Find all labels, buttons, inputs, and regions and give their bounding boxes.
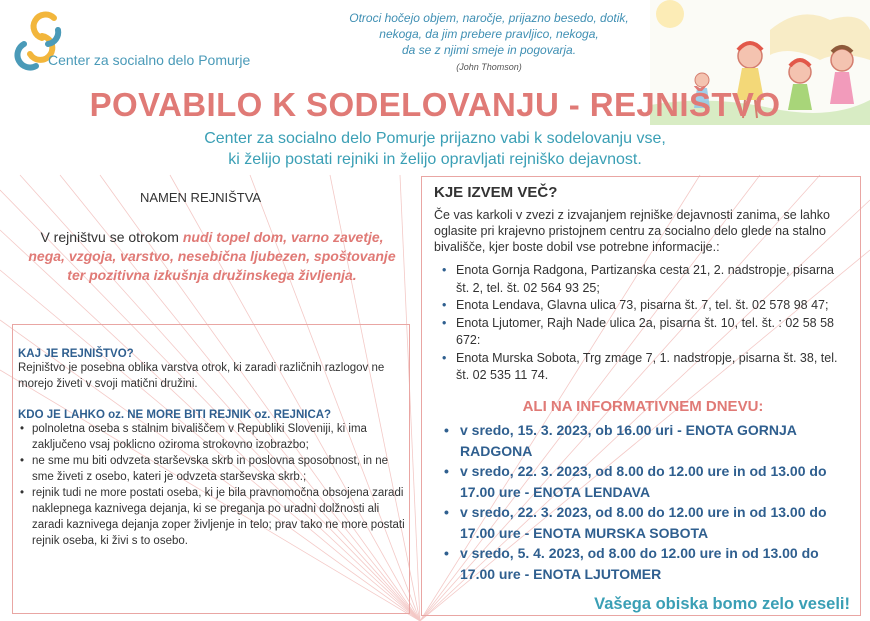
unit-item: • Enota Murska Sobota, Trg zmage 7, 1. nadstropje, pisarna št. 38, tel. št. 02 535 11 74. bbox=[440, 350, 850, 385]
namen-text bbox=[24, 228, 400, 285]
date-item: • v sredo, 22. 3. 2023, od 8.00 do 12.00 ure in od 13.00 do 17.00 ure - ENOTA LENDAVA bbox=[444, 461, 856, 502]
section-heading-kaj: KAJ JE REJNIŠTVO? bbox=[18, 348, 134, 360]
date-item: • v sredo, 15. 3. 2023, ob 16.00 uri - ENOTA GORNJA RADGONA bbox=[444, 420, 856, 461]
list-item: • ne sme mu biti odvzeta starševska skrb in poslovna sposobnost, in ne sme živeti z osebo, kateri je odvzeta starševska skrb.; bbox=[18, 453, 406, 485]
section-heading-kje: KJE IZVEM VEČ? bbox=[434, 184, 558, 201]
kdo-section bbox=[18, 409, 406, 549]
units-list bbox=[440, 262, 850, 385]
list-item: • rejnik tudi ne more postati oseba, ki je bila pravnomočna obsojena zaradi naklepnega kaznivega dejanja, ki se preganja po uradni dolžnosti ali zaradi kaznivega dejanja zoper življenje in telo; prav tako ne more postati rejnik oseba, ki živi s to osebo. bbox=[18, 485, 406, 549]
unit-item: • Enota Ljutomer, Rajh Nade ulica 2a, pisarna št. 10, tel. št. : 02 58 58 672: bbox=[440, 315, 850, 350]
section-heading-kdo: KDO JE LAHKO oz. NE MORE BITI REJNIK oz. REJNICA? bbox=[18, 409, 332, 421]
kaj-text: Rejništvo je posebna oblika varstva otrok, ki zaradi različnih razlogov ne morejo živeti v svoji matični družini. bbox=[18, 362, 385, 390]
closing-text: Vašega obiska bomo zelo veseli! bbox=[594, 595, 850, 613]
namen-intro: V rejništvu se otrokom bbox=[40, 229, 183, 245]
kje-text: Če vas karkoli v zvezi z izvajanjem rejniške dejavnosti zanima, se lahko oglasite pri krajevno pristojnem centru za socialno delo glede na stalno bivališče, kjer boste dobil vse potrebne informacije.: bbox=[434, 208, 830, 254]
kaj-section bbox=[18, 348, 406, 392]
section-heading-namen: NAMEN REJNIŠTVA bbox=[140, 190, 262, 205]
quote-line: da se z njimi smeje in pogovarja. bbox=[401, 43, 577, 57]
quote-author: (John Thomson) bbox=[456, 62, 522, 72]
section-heading-ali: ALI NA INFORMATIVNEM DNEVU: bbox=[522, 398, 764, 415]
list-item: • polnoletna oseba s stalnim bivališčem v Republiki Sloveniji, ki ima zaključeno vsaj poklicno oziroma strokovno izobrazbo; bbox=[18, 421, 406, 453]
page-title: POVABILO K SODELOVANJU - REJNIŠTVO bbox=[89, 86, 781, 123]
subtitle-line: Center za socialno delo Pomurje prijazno vabi k sodelovanju vse, bbox=[204, 130, 666, 147]
date-item: • v sredo, 5. 4. 2023, od 8.00 do 12.00 ure in od 13.00 do 17.00 ure - ENOTA LJUTOMER bbox=[444, 543, 856, 584]
date-item: • v sredo, 22. 3. 2023, od 8.00 do 12.00 ure in od 13.00 do 17.00 ure - ENOTA MURSKA SOBOTA bbox=[444, 502, 856, 543]
unit-item: • Enota Lendava, Glavna ulica 73, pisarna št. 7, tel. št. 02 578 98 47; bbox=[440, 297, 850, 315]
quote-line: Otroci hočejo objem, naročje, prijazno besedo, dotik, bbox=[349, 11, 629, 25]
unit-item: • Enota Gornja Radgona, Partizanska cesta 21, 2. nadstropje, pisarna št. 2, tel. št. 02 564 93 25; bbox=[440, 262, 850, 297]
quote bbox=[330, 10, 648, 75]
kdo-list bbox=[18, 421, 406, 549]
namen-highlight: nudi topel dom, varno zavetje, nega, vzgoja, varstvo, nesebična ljubezen, spoštovanje ter pozitivna izkušnja družinskega življenja. bbox=[28, 229, 396, 283]
subtitle bbox=[100, 128, 770, 170]
dates-list bbox=[444, 420, 856, 584]
logo-text: Center za socialno delo Pomurje bbox=[48, 52, 251, 68]
subtitle-line: ki želijo postati rejniki in želijo opravljati rejniško dejavnost. bbox=[228, 151, 642, 168]
quote-line: nekoga, da jim prebere pravljico, nekoga, bbox=[379, 27, 599, 41]
